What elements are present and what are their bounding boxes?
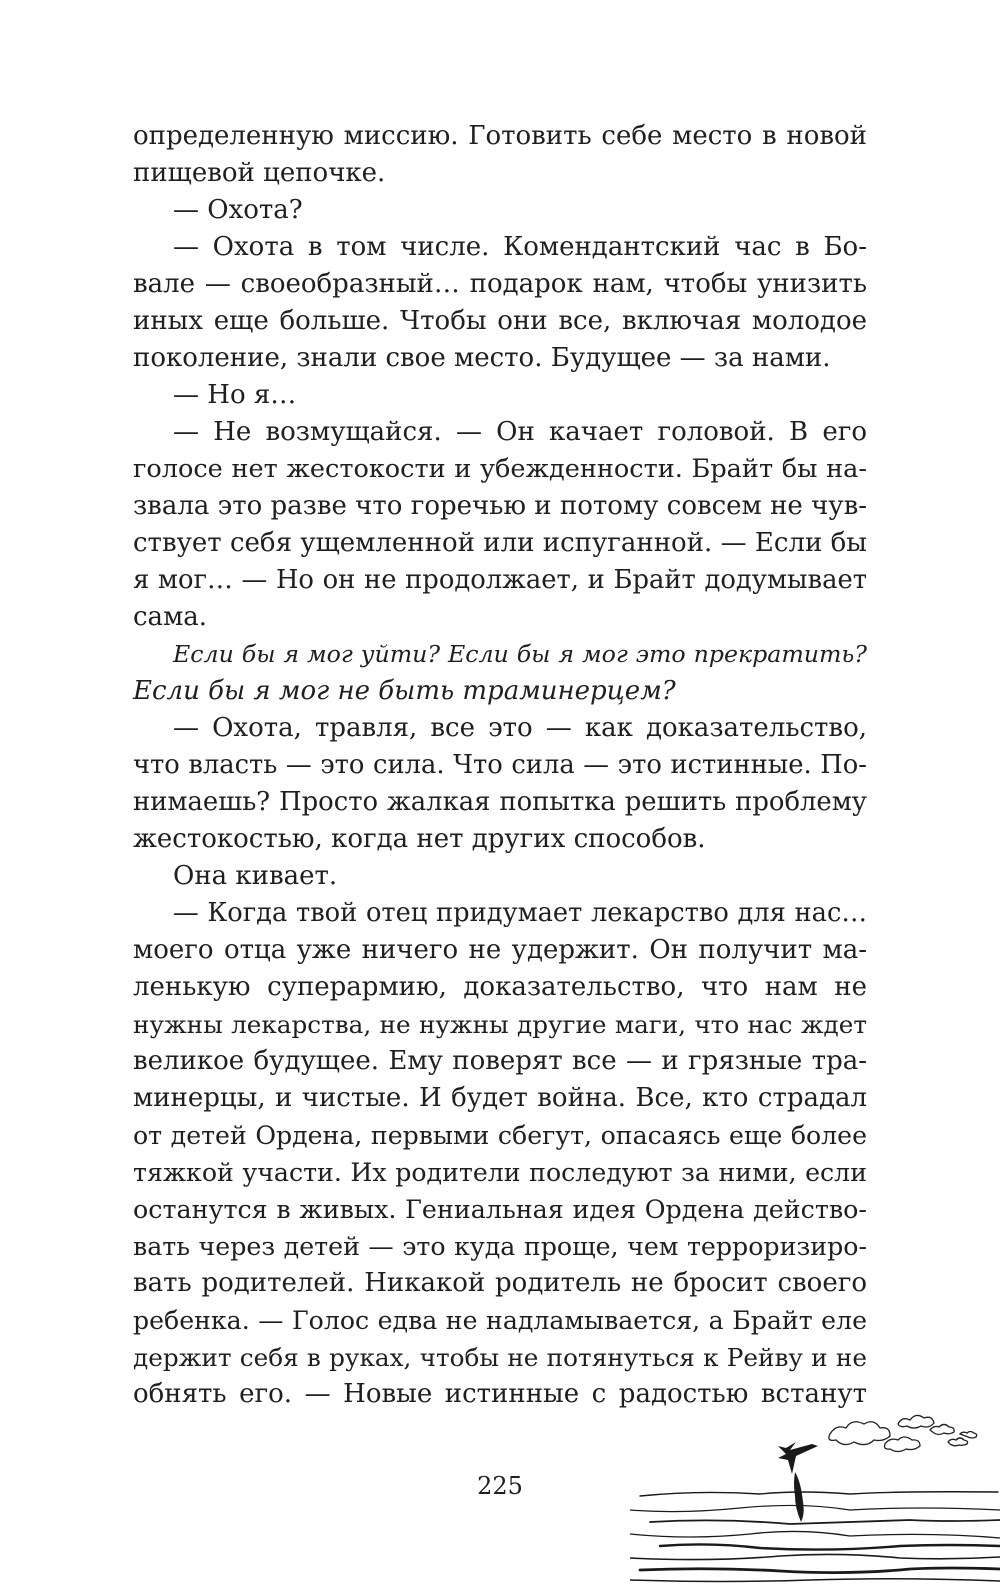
text-line: ленькую суперармию, доказательство, что нам не (133, 972, 867, 1002)
text-line: определенную миссию. Готовить себе место в новой (133, 121, 867, 151)
text-line: вать через детей — это куда проще, чем терроризиро- (133, 1232, 867, 1261)
text-line: голосе нет жестокости и убежденности. Брайт бы на- (133, 454, 867, 484)
text-line: моего отца уже ничего не удержит. Он получит ма- (133, 935, 867, 965)
text-line: — Но я… (173, 380, 297, 410)
text-line: обнять его. — Новые истинные с радостью встанут (133, 1379, 867, 1409)
text-line: вале — своеобразный… подарок нам, чтобы унизить (133, 269, 867, 299)
text-line: минерцы, и чистые. И будет война. Все, кто страдал (133, 1083, 867, 1113)
text-line: Если бы я мог уйти? Если бы я мог это прекратить? (173, 640, 867, 668)
text-line: — Не возмущайся. — Он качает головой. В его (173, 417, 867, 447)
text-line: пищевой цепочке. (133, 158, 386, 188)
text-line: нужны лекарства, не нужны другие маги, что нас ждет (133, 1010, 867, 1039)
text-line: — Когда твой отец придумает лекарство для нас… (173, 898, 867, 928)
text-line: я мог… — Но он не продолжает, и Брайт додумывает (133, 565, 867, 595)
seascape-illustration (630, 1412, 1000, 1584)
text-line: — Охота? (173, 195, 303, 225)
text-line: великое будущее. Ему поверят все — и грязные тра- (133, 1046, 867, 1076)
text-line: ствует себя ущемленной или испуганной. — Если бы (133, 528, 867, 558)
text-line: — Охота, травля, все это — как доказательство, (173, 713, 867, 743)
text-line: что власть — это сила. Что сила — это истинные. По- (133, 750, 867, 780)
text-line: иных еще больше. Чтобы они все, включая молодое (133, 306, 867, 336)
text-line: держит себя в руках, чтобы не потянуться к Рейву и не (133, 1343, 867, 1372)
text-line: от детей Ордена, первыми сбегут, опасаясь еще более (133, 1121, 867, 1150)
text-line: тяжкой участи. Их родители последуют за ними, если (133, 1158, 867, 1187)
text-line: Если бы я мог не быть траминерцем? (133, 676, 676, 706)
text-line: поколение, знали свое место. Будущее — за нами. (133, 343, 831, 373)
text-line: звала это разве что горечью и потому совсем не чув- (133, 491, 867, 521)
text-line: сама. (133, 602, 208, 632)
text-line: вать родителей. Никакой родитель не бросит своего (133, 1268, 867, 1298)
text-line: Она кивает. (173, 861, 338, 891)
text-line: нимаешь? Просто жалкая попытка решить проблему (133, 787, 867, 817)
text-line: — Охота в том числе. Комендантский час в Бо- (173, 232, 867, 262)
text-line: ребенка. — Голос едва не надламывается, а Брайт еле (133, 1306, 867, 1335)
text-line: останутся в живых. Гениальная идея Ордена действо- (133, 1194, 867, 1224)
body-text (133, 118, 867, 1413)
text-line: жестокостью, когда нет других способов. (133, 824, 706, 854)
page-number: 225 (477, 1472, 523, 1500)
